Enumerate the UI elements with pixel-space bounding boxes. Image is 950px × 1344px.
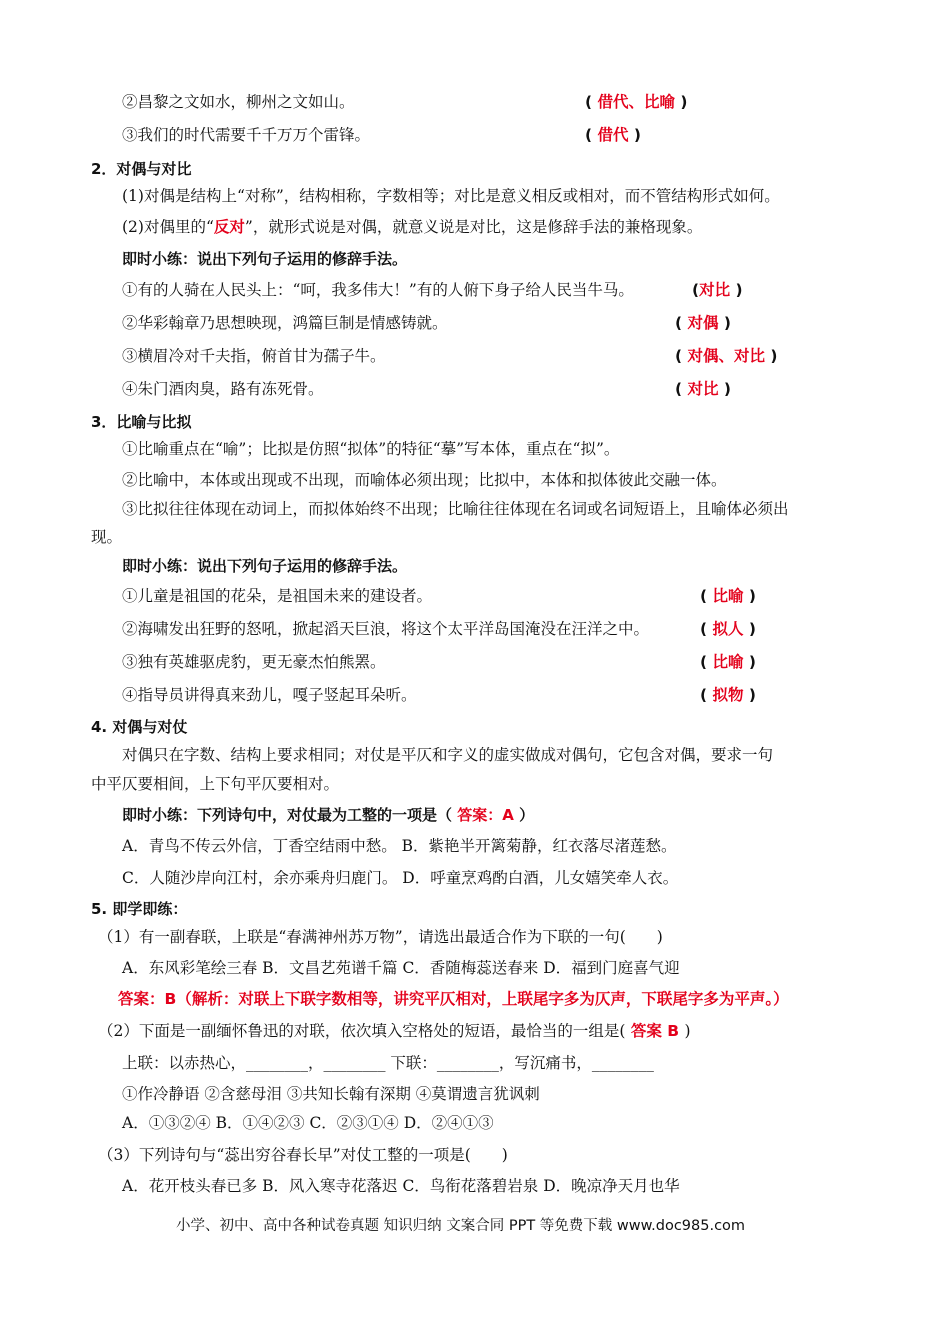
text-line: （3）下列诗句与“蕊出穷谷春长早”对仗工整的一项是( ) xyxy=(98,1146,508,1164)
text-line xyxy=(122,217,702,237)
text-line: 中平仄要相间，上下句平仄要相对。 xyxy=(91,775,340,793)
answer-text: 对偶 xyxy=(687,314,719,332)
text-line: A．花开枝头春已多 B．风入寒寺花落迟 C．鸟衔花落碧岩泉 D．晚凉净天月也华 xyxy=(122,1177,680,1195)
answer-text: 借代、比喻 xyxy=(597,93,675,111)
text-line: ④朱门酒肉臭，路有冻死骨。 xyxy=(122,380,324,398)
text-line xyxy=(122,805,534,825)
answer-text: 对比 xyxy=(687,380,719,398)
text-line: 即时小练：说出下列句子运用的修辞手法。 xyxy=(122,557,408,575)
text-line: ②华彩翰章乃思想映现，鸿篇巨制是情感铸就。 xyxy=(122,314,448,332)
text-line: ②比喻中，本体或出现或不出现，而喻体必须出现；比拟中，本体和拟体彼此交融一体。 xyxy=(122,471,727,489)
text-line: 即时小练：说出下列句子运用的修辞手法。 xyxy=(122,250,408,268)
text-line xyxy=(118,989,789,1009)
text-line xyxy=(98,1021,691,1041)
text-line: ①比喻重点在“喻”；比拟是仿照“拟体”的特征“摹”写本体，重点在“拟”。 xyxy=(122,440,620,458)
answer-parenthesis: ( 借代 ) xyxy=(585,126,641,144)
answer-parenthesis: (对比 ) xyxy=(692,281,743,299)
text-line: ②海啸发出狂野的怒吼，掀起滔天巨浪，将这个太平洋岛国淹没在汪洋之中。 xyxy=(122,620,650,638)
answer-text: 拟物 xyxy=(712,686,744,704)
text-line: ④指导员讲得真来劲儿，嘎子竖起耳朵听。 xyxy=(122,686,417,704)
line-text: （2）下面是一副缅怀鲁迅的对联，依次填入空格处的短语，最恰当的一组是( xyxy=(98,1022,626,1040)
answer-parenthesis: ( 对偶 ) xyxy=(675,314,731,332)
line-text: 即时小练：下列诗句中，对仗最为工整的一项是（ xyxy=(122,806,453,824)
text-line: （1）有一副春联，上联是“春满神州苏万物”，请选出最适合作为下联的一句( ) xyxy=(98,928,663,946)
line-text: ) xyxy=(684,1022,691,1040)
page-footer: 小学、初中、高中各种试卷真题 知识归纳 文案合同 PPT 等免费下载 www.doc985.com xyxy=(176,1218,746,1234)
answer-text: 比喻 xyxy=(712,653,744,671)
text-line: A．青鸟不传云外信，丁香空结雨中愁。 B．紫艳半开篱菊静，红衣落尽渚莲愁。 xyxy=(122,837,677,855)
text-line: ①有的人骑在人民头上：“呵，我多伟大！”有的人俯下身子给人民当牛马。 xyxy=(122,281,634,299)
text-line: C．人随沙岸向江村，余亦乘舟归鹿门。 D．呼童烹鸡酌白酒，儿女嬉笑牵人衣。 xyxy=(122,869,679,887)
answer-text: 拟人 xyxy=(712,620,744,638)
text-line: ②昌黎之文如水，柳州之文如山。 xyxy=(122,93,355,111)
answer-parenthesis: ( 拟物 ) xyxy=(700,686,756,704)
answer-text: 对偶、对比 xyxy=(687,347,765,365)
text-line: 现。 xyxy=(91,528,123,546)
answer-text: 借代 xyxy=(597,126,629,144)
answer-text: 对比 xyxy=(699,281,731,299)
text-line: ③我们的时代需要千千万万个雷锋。 xyxy=(122,126,371,144)
text-line: ③比拟往往体现在动词上，而拟体始终不出现；比喻往往体现在名词或名词短语上，且喻体必须出 xyxy=(122,500,789,518)
text-line: 上联：以赤热心，________，________ 下联：________，写沉痛书，________ xyxy=(122,1054,654,1072)
text-line: 3．比喻与比拟 xyxy=(91,413,192,431)
answer-parenthesis: ( 比喻 ) xyxy=(700,653,756,671)
text-line: 5. 即学即练： xyxy=(91,900,188,918)
text-line: ①儿童是祖国的花朵，是祖国未来的建设者。 xyxy=(122,587,433,605)
text-line: ③独有英雄驱虎豹，更无豪杰怕熊罴。 xyxy=(122,653,386,671)
answer-text: 反对 xyxy=(213,218,245,236)
line-text: ） xyxy=(519,806,535,824)
answer-text: 比喻 xyxy=(712,587,744,605)
answer-parenthesis: ( 比喻 ) xyxy=(700,587,756,605)
answer-parenthesis: ( 借代、比喻 ) xyxy=(585,93,688,111)
text-line: 2．对偶与对比 xyxy=(91,160,192,178)
answer-text: 答案：A xyxy=(452,806,520,824)
text-line: 对偶只在字数、结构上要求相同；对仗是平仄和字义的虚实做成对偶句，它包含对偶，要求一句 xyxy=(122,746,774,764)
answer-text: 答案 B xyxy=(625,1022,685,1040)
text-line: A．东风彩笔绘三春 B．文昌艺苑谱千篇 C．香随梅蕊送春来 D．福到门庭喜气迎 xyxy=(122,959,680,977)
answer-parenthesis: ( 对偶、对比 ) xyxy=(675,347,778,365)
line-text: ”，就形式说是对偶，就意义说是对比，这是修辞手法的兼格现象。 xyxy=(244,218,703,236)
answer-parenthesis: ( 拟人 ) xyxy=(700,620,756,638)
text-line: ③横眉冷对千夫指，俯首甘为孺子牛。 xyxy=(122,347,386,365)
line-text: (2)对偶里的“ xyxy=(122,218,214,236)
text-line: A．①③②④ B．①④②③ C．②③①④ D．②④①③ xyxy=(122,1114,494,1132)
answer-text: 答案：B（解析：对联上下联字数相等，讲究平仄相对，上联尾字多为仄声，下联尾字多为平声。） xyxy=(118,990,789,1008)
text-line: ①作冷静语 ②含慈母泪 ③共知长翰有深期 ④莫谓遗言犹讽刺 xyxy=(122,1085,540,1103)
answer-parenthesis: ( 对比 ) xyxy=(675,380,731,398)
text-line: 4. 对偶与对仗 xyxy=(91,718,188,736)
text-line: (1)对偶是结构上“对称”，结构相称，字数相等；对比是意义相反或相对，而不管结构形式如何。 xyxy=(122,187,780,205)
